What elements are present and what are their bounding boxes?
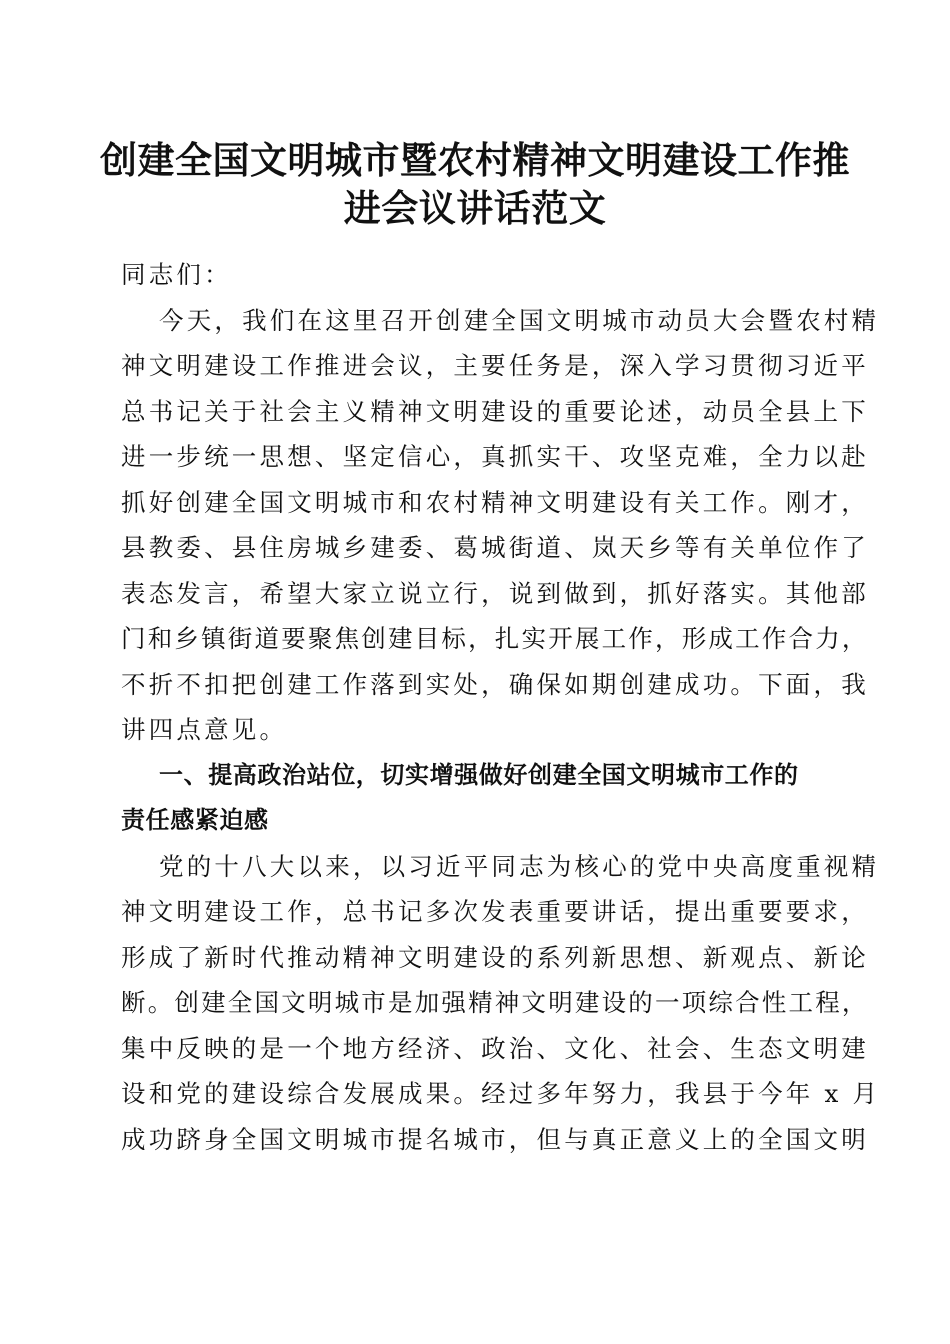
title-line: 创建全国文明城市暨农村精神文明建设工作推: [100, 138, 850, 182]
paragraph-line: 集中反映的是一个地方经济、政治、文化、社会、生态文明建: [121, 1033, 869, 1063]
paragraph-line: 县教委、县住房城乡建委、葛城街道、岚天乡等有关单位作了: [121, 533, 869, 562]
paragraph-line: 不折不扣把创建工作落到实处，确保如期创建成功。下面，我: [121, 669, 869, 699]
section-heading-line: 责任感紧迫感: [121, 806, 269, 834]
paragraph-line: 形成了新时代推动精神文明建设的系列新思想、新观点、新论: [121, 942, 869, 972]
paragraph-line: 总书记关于社会主义精神文明建设的重要论述，动员全县上下: [121, 396, 869, 426]
paragraph-line: 门和乡镇街道要聚焦创建目标，扎实开展工作，形成工作合力，: [121, 624, 869, 653]
title-line: 进会议讲话范文: [343, 186, 607, 230]
paragraph-section1: [121, 844, 881, 1163]
paragraph-line: 进一步统一思想、坚定信心，真抓实干、攻坚克难，全力以赴: [121, 442, 869, 471]
paragraph-line: 抓好创建全国文明城市和农村精神文明建设有关工作。刚才，: [121, 487, 869, 517]
paragraph-line: 成功跻身全国文明城市提名城市，但与真正意义上的全国文明: [121, 1124, 869, 1154]
paragraph-line: 今天，我们在这里召开创建全国文明城市动员大会暨农村精: [159, 305, 880, 335]
paragraph-line: 断。创建全国文明城市是加强精神文明建设的一项综合性工程，: [121, 988, 869, 1017]
paragraph-line: 表态发言，希望大家立说立行，说到做到，抓好落实。其他部: [121, 578, 869, 608]
paragraph-line: 党的十八大以来，以习近平同志为核心的党中央高度重视精: [159, 851, 880, 881]
paragraph-line: 设和党的建设综合发展成果。经过多年努力，我县于今年 x 月: [121, 1079, 881, 1108]
document-title: [80, 136, 870, 232]
paragraph-intro: [121, 298, 880, 753]
paragraph-line: 神文明建设工作，总书记多次发表重要讲话，提出重要要求，: [121, 897, 869, 926]
salutation: 同志们：: [121, 260, 232, 289]
section-heading-line: 一、提高政治站位，切实增强做好创建全国文明城市工作的: [159, 760, 799, 789]
paragraph-line: 神文明建设工作推进会议，主要任务是，深入学习贯彻习近平: [121, 351, 869, 380]
document-body: [121, 252, 881, 1162]
section-heading: [121, 753, 829, 844]
paragraph-line: 讲四点意见。: [121, 715, 288, 744]
